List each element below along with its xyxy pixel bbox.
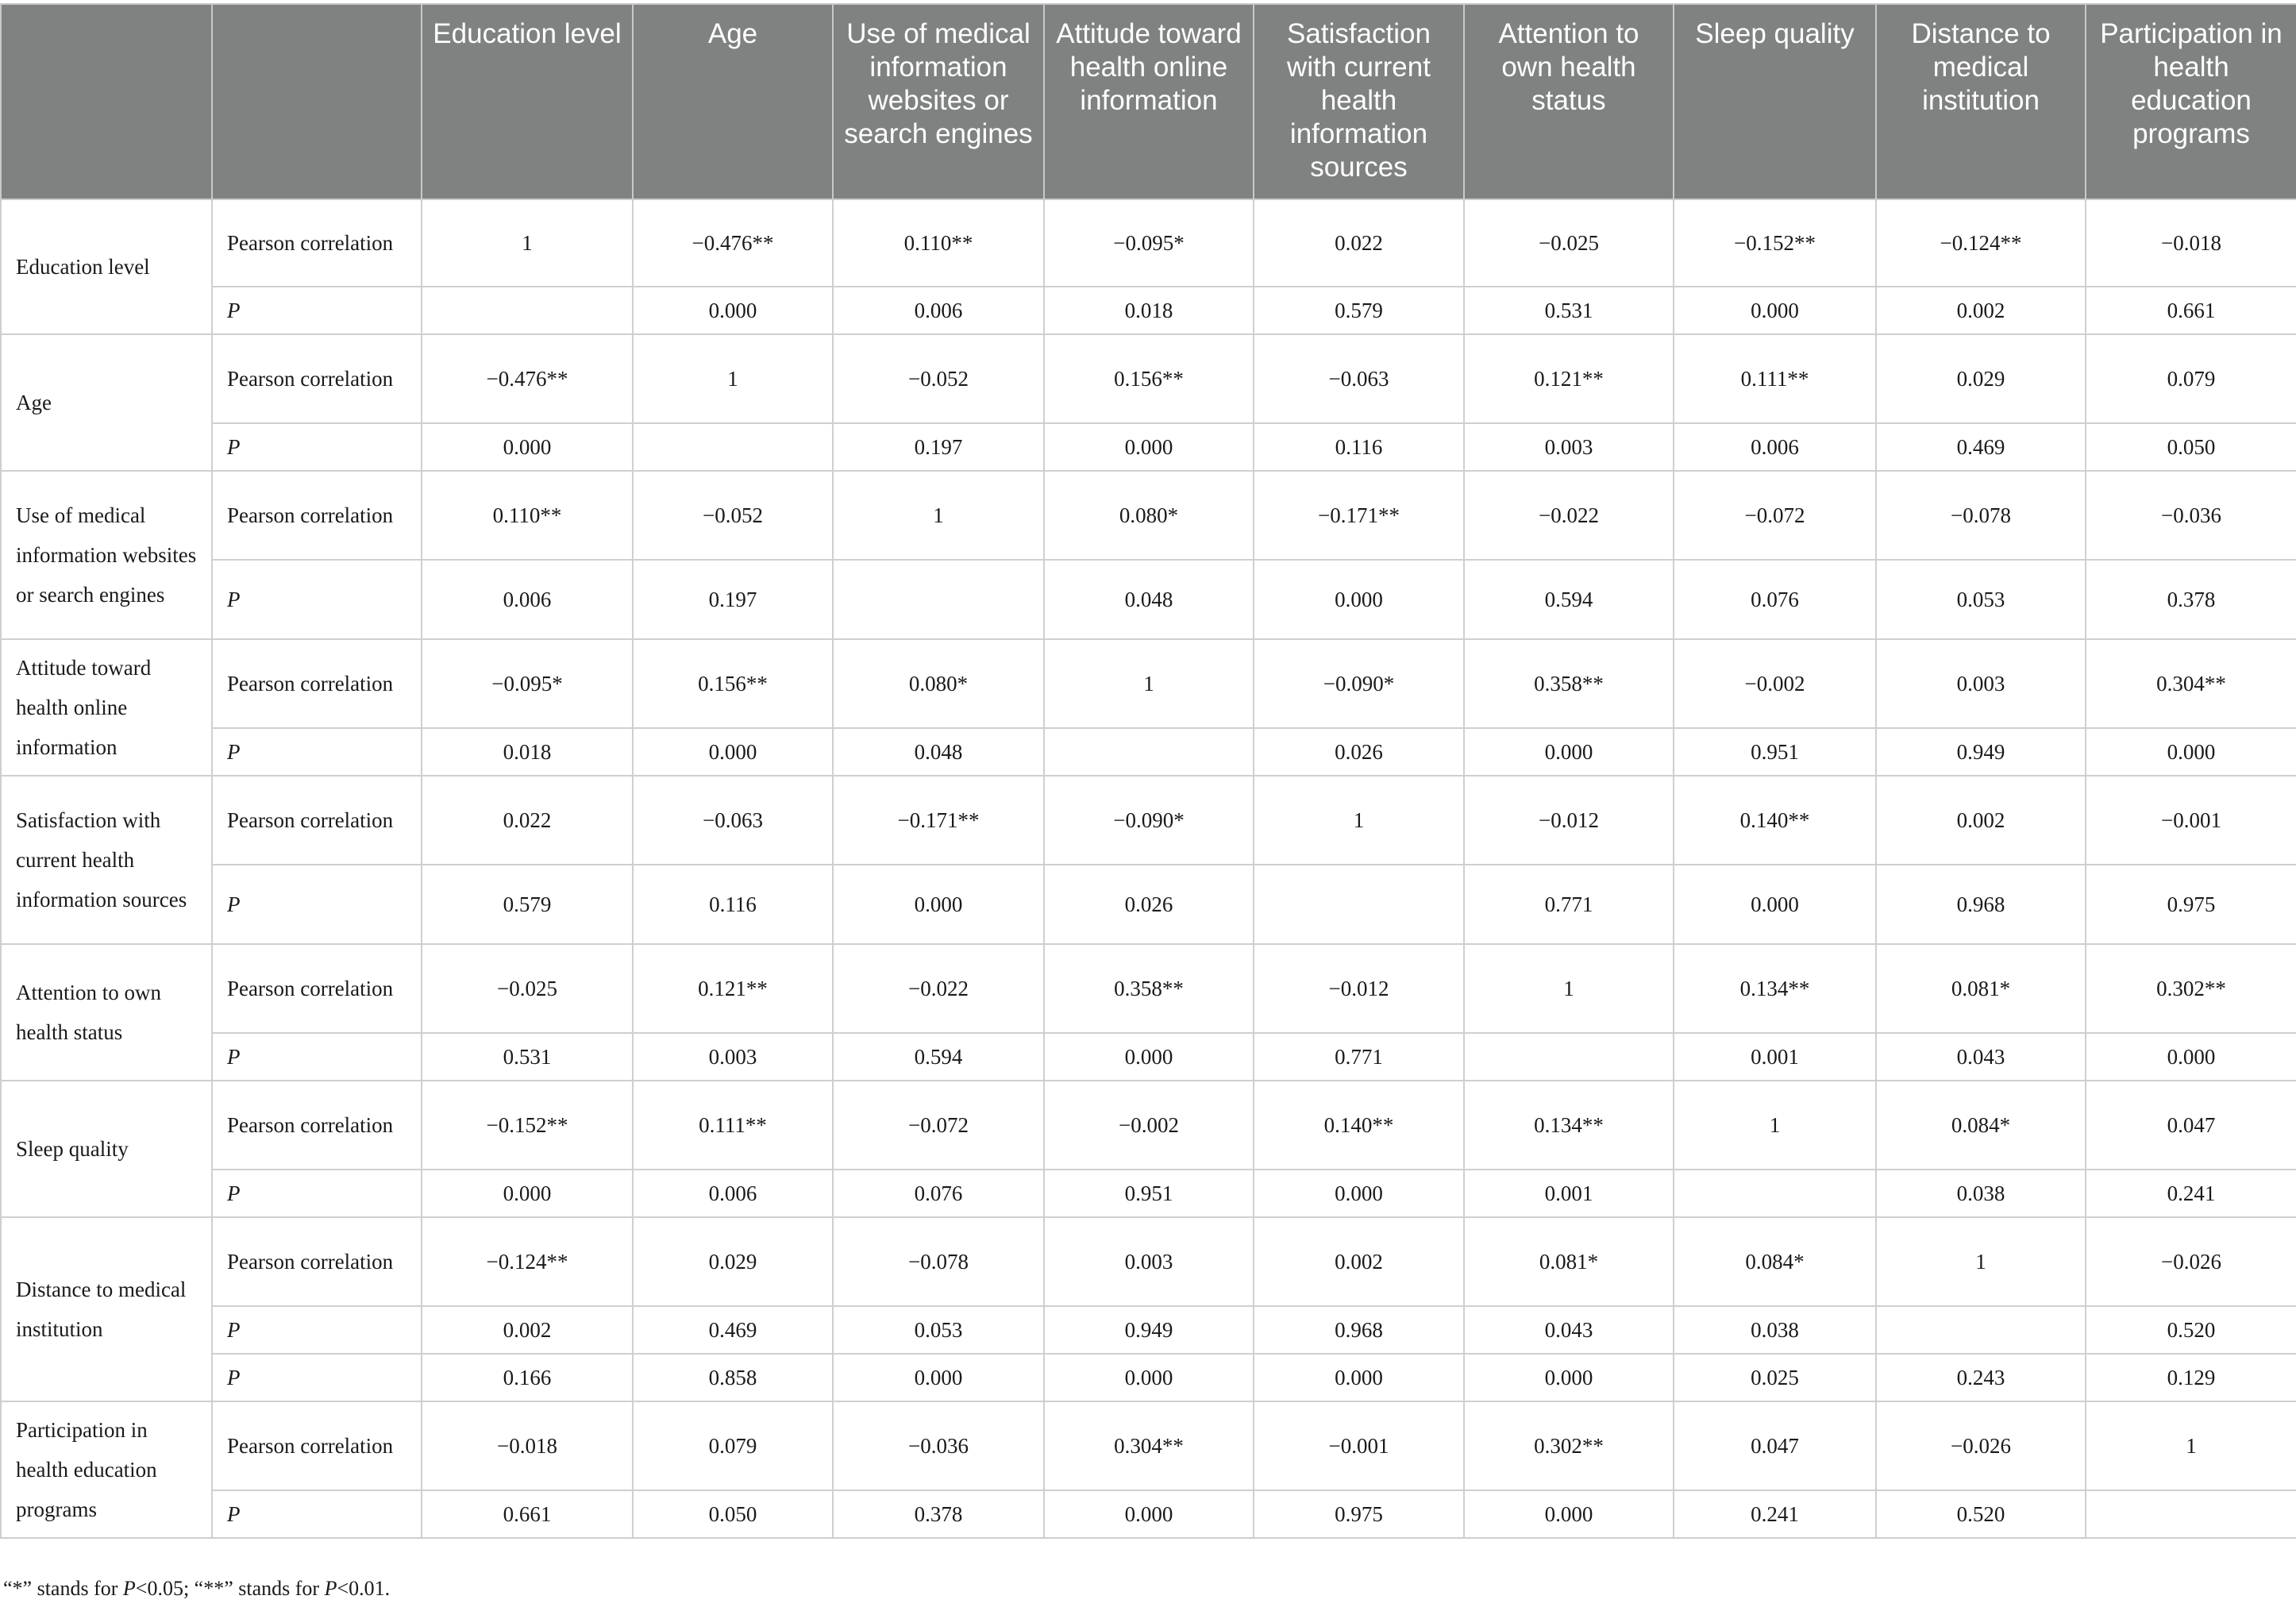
stat-label: P — [212, 1354, 422, 1401]
table-cell: 0.000 — [833, 1354, 1044, 1401]
table-cell: 0.006 — [1674, 423, 1876, 471]
row-label: Participation in health education programs — [1, 1401, 212, 1538]
table-body — [1, 199, 2296, 1538]
table-cell: 0.003 — [1464, 423, 1674, 471]
table-footnote — [3, 1577, 390, 1601]
table-cell: 0.084* — [1876, 1081, 2086, 1170]
table-cell — [2086, 1490, 2296, 1538]
table-cell: 0.520 — [1876, 1490, 2086, 1538]
table-cell: 1 — [1254, 776, 1464, 865]
table-cell — [422, 287, 633, 334]
table-cell: 0.156** — [633, 639, 833, 728]
table-cell: 0.000 — [1254, 560, 1464, 639]
table-cell: 0.661 — [2086, 287, 2296, 334]
stat-label: Pearson correlation — [212, 471, 422, 560]
table-cell: 0.076 — [833, 1170, 1044, 1217]
table-cell: 0.080* — [833, 639, 1044, 728]
column-header: Participation in health education programs — [2086, 4, 2296, 199]
table-row — [1, 423, 2296, 471]
table-cell: −0.002 — [1674, 639, 1876, 728]
table-cell: 0.129 — [2086, 1354, 2296, 1401]
table-row — [1, 865, 2296, 944]
stat-label: Pearson correlation — [212, 776, 422, 865]
table-cell: 1 — [833, 471, 1044, 560]
stat-label: Pearson correlation — [212, 944, 422, 1033]
table-cell: 0.000 — [1044, 1354, 1254, 1401]
table-cell: −0.018 — [2086, 199, 2296, 287]
row-label: Attitude toward health online information — [1, 639, 212, 776]
table-cell: 1 — [1044, 639, 1254, 728]
column-header: Satisfaction with current health information sources — [1254, 4, 1464, 199]
table-cell: 0.000 — [1254, 1170, 1464, 1217]
row-label: Use of medical information websites or search engines — [1, 471, 212, 639]
table-cell: −0.063 — [1254, 334, 1464, 423]
table-cell: 0.111** — [633, 1081, 833, 1170]
table-cell: 0.140** — [1254, 1081, 1464, 1170]
table-cell: −0.026 — [1876, 1401, 2086, 1490]
table-cell: 0.001 — [1674, 1033, 1876, 1081]
table-cell: 0.001 — [1464, 1170, 1674, 1217]
table-cell: 0.000 — [2086, 728, 2296, 776]
stat-label: P — [212, 865, 422, 944]
stat-label: Pearson correlation — [212, 1217, 422, 1306]
table-cell: 0.134** — [1674, 944, 1876, 1033]
table-cell: 0.469 — [633, 1306, 833, 1354]
table-cell: 0.110** — [422, 471, 633, 560]
table-cell: 0.050 — [633, 1490, 833, 1538]
table-cell: 0.110** — [833, 199, 1044, 287]
stat-label: Pearson correlation — [212, 1081, 422, 1170]
table-cell: 0.053 — [1876, 560, 2086, 639]
stat-label: Pearson correlation — [212, 334, 422, 423]
table-cell: −0.025 — [1464, 199, 1674, 287]
table-cell: 0.594 — [1464, 560, 1674, 639]
table-cell: −0.012 — [1464, 776, 1674, 865]
table-cell: 0.166 — [422, 1354, 633, 1401]
table-cell: 0.156** — [1044, 334, 1254, 423]
table-cell: −0.090* — [1044, 776, 1254, 865]
table-cell: 0.968 — [1254, 1306, 1464, 1354]
column-header — [212, 4, 422, 199]
table-cell: −0.036 — [833, 1401, 1044, 1490]
table-cell: 1 — [1464, 944, 1674, 1033]
table-cell: −0.476** — [633, 199, 833, 287]
table-cell: 0.858 — [633, 1354, 833, 1401]
table-cell: 0.140** — [1674, 776, 1876, 865]
table-cell: 0.579 — [1254, 287, 1464, 334]
table-cell: 0.048 — [1044, 560, 1254, 639]
table-cell: 0.050 — [2086, 423, 2296, 471]
table-cell: 0.000 — [833, 865, 1044, 944]
table-cell: −0.152** — [1674, 199, 1876, 287]
stat-label: P — [212, 1170, 422, 1217]
table-cell: 0.043 — [1876, 1033, 2086, 1081]
table-cell: 0.006 — [422, 560, 633, 639]
table-cell: 0.079 — [2086, 334, 2296, 423]
table-cell — [1674, 1170, 1876, 1217]
column-header — [1, 4, 212, 199]
table-cell: 0.594 — [833, 1033, 1044, 1081]
table-cell: 0.000 — [1674, 865, 1876, 944]
table-cell: 0.968 — [1876, 865, 2086, 944]
table-cell: 0.358** — [1044, 944, 1254, 1033]
table-cell: −0.036 — [2086, 471, 2296, 560]
stat-label: Pearson correlation — [212, 1401, 422, 1490]
table-cell: 0.951 — [1044, 1170, 1254, 1217]
table-cell: 0.134** — [1464, 1081, 1674, 1170]
table-cell — [1464, 1033, 1674, 1081]
table-cell: 0.000 — [422, 423, 633, 471]
footnote-text: “*” stands for P<0.05; “**” stands for P<0.01. — [3, 1577, 391, 1600]
table-cell: −0.001 — [1254, 1401, 1464, 1490]
table-cell: 0.038 — [1674, 1306, 1876, 1354]
column-header: Attention to own health status — [1464, 4, 1674, 199]
table-cell: 0.197 — [633, 560, 833, 639]
table-cell: −0.078 — [1876, 471, 2086, 560]
table-cell: 0.000 — [1044, 1033, 1254, 1081]
table-row — [1, 1490, 2296, 1538]
table-cell: 0.000 — [633, 287, 833, 334]
table-cell: 0.000 — [1674, 287, 1876, 334]
table-cell: −0.152** — [422, 1081, 633, 1170]
table-cell: −0.095* — [1044, 199, 1254, 287]
table-cell: 1 — [2086, 1401, 2296, 1490]
table-row — [1, 199, 2296, 287]
table-cell: −0.063 — [633, 776, 833, 865]
table-row — [1, 287, 2296, 334]
table-cell: 0.116 — [633, 865, 833, 944]
table-cell: 0.771 — [1464, 865, 1674, 944]
column-header: Sleep quality — [1674, 4, 1876, 199]
table-cell — [633, 423, 833, 471]
row-label: Satisfaction with current health information sources — [1, 776, 212, 944]
table-cell: 0.304** — [2086, 639, 2296, 728]
table-cell: 0.026 — [1044, 865, 1254, 944]
table-row — [1, 1401, 2296, 1490]
table-cell: 0.003 — [633, 1033, 833, 1081]
table-cell: 1 — [1674, 1081, 1876, 1170]
table-cell: −0.022 — [833, 944, 1044, 1033]
table-cell: 0.018 — [422, 728, 633, 776]
table-cell: 0.002 — [422, 1306, 633, 1354]
table-cell: 0.378 — [833, 1490, 1044, 1538]
table-cell: 0.081* — [1464, 1217, 1674, 1306]
table-cell: −0.022 — [1464, 471, 1674, 560]
row-label: Age — [1, 334, 212, 471]
table-cell: 0.048 — [833, 728, 1044, 776]
table-cell: 0.084* — [1674, 1217, 1876, 1306]
table-cell: 0.000 — [1464, 1354, 1674, 1401]
table-row — [1, 334, 2296, 423]
table-cell: 0.378 — [2086, 560, 2296, 639]
column-header: Attitude toward health online information — [1044, 4, 1254, 199]
table-cell: 0.000 — [1464, 1490, 1674, 1538]
table-cell: 0.358** — [1464, 639, 1674, 728]
stat-label: P — [212, 560, 422, 639]
table-cell: 0.121** — [633, 944, 833, 1033]
table-row — [1, 560, 2296, 639]
stat-label: Pearson correlation — [212, 199, 422, 287]
stat-label: P — [212, 1033, 422, 1081]
table-cell: −0.095* — [422, 639, 633, 728]
table-cell: 0.080* — [1044, 471, 1254, 560]
table-cell: −0.018 — [422, 1401, 633, 1490]
table-cell: 0.000 — [633, 728, 833, 776]
table-cell: −0.124** — [1876, 199, 2086, 287]
row-label: Attention to own health status — [1, 944, 212, 1081]
header-row — [1, 4, 2296, 199]
table-cell: 0.241 — [2086, 1170, 2296, 1217]
table-cell: 0.081* — [1876, 944, 2086, 1033]
table-cell: 0.304** — [1044, 1401, 1254, 1490]
table-cell: 0.000 — [2086, 1033, 2296, 1081]
table-row — [1, 1170, 2296, 1217]
table-cell: 0.520 — [2086, 1306, 2296, 1354]
table-cell: −0.025 — [422, 944, 633, 1033]
table-cell: 0.002 — [1876, 287, 2086, 334]
table-cell: 0.661 — [422, 1490, 633, 1538]
table-cell: 0.579 — [422, 865, 633, 944]
table-cell: −0.026 — [2086, 1217, 2296, 1306]
table-cell — [1044, 728, 1254, 776]
table-cell: 0.771 — [1254, 1033, 1464, 1081]
table-cell: −0.476** — [422, 334, 633, 423]
table-cell: −0.171** — [833, 776, 1044, 865]
table-row — [1, 1306, 2296, 1354]
table-cell: 0.053 — [833, 1306, 1044, 1354]
table-cell: 0.029 — [1876, 334, 2086, 423]
table-cell: 0.076 — [1674, 560, 1876, 639]
table-cell: 0.006 — [633, 1170, 833, 1217]
table-cell: −0.078 — [833, 1217, 1044, 1306]
table-cell: 0.975 — [1254, 1490, 1464, 1538]
table-cell: 0.951 — [1674, 728, 1876, 776]
table-cell: 0.243 — [1876, 1354, 2086, 1401]
table-row — [1, 471, 2296, 560]
table-cell: 0.531 — [422, 1033, 633, 1081]
table-cell — [1876, 1306, 2086, 1354]
table-cell: 0.302** — [2086, 944, 2296, 1033]
table-cell: −0.072 — [1674, 471, 1876, 560]
table-cell: 0.000 — [1464, 728, 1674, 776]
table-cell: 0.002 — [1254, 1217, 1464, 1306]
table-cell: −0.090* — [1254, 639, 1464, 728]
table-cell: −0.124** — [422, 1217, 633, 1306]
table-cell: 1 — [1876, 1217, 2086, 1306]
table-cell: 0.197 — [833, 423, 1044, 471]
table-cell: 0.079 — [633, 1401, 833, 1490]
row-label: Distance to medical institution — [1, 1217, 212, 1401]
table-row — [1, 1033, 2296, 1081]
table-cell: −0.052 — [633, 471, 833, 560]
table-cell: 0.003 — [1044, 1217, 1254, 1306]
table-cell — [833, 560, 1044, 639]
table-cell: 0.022 — [422, 776, 633, 865]
table-cell: 0.002 — [1876, 776, 2086, 865]
row-label: Sleep quality — [1, 1081, 212, 1217]
table-row — [1, 1217, 2296, 1306]
table-cell: 0.241 — [1674, 1490, 1876, 1538]
table-cell: 0.047 — [1674, 1401, 1876, 1490]
table-cell: 0.111** — [1674, 334, 1876, 423]
table-cell: 0.025 — [1674, 1354, 1876, 1401]
table-cell: 0.302** — [1464, 1401, 1674, 1490]
table-cell: 0.022 — [1254, 199, 1464, 287]
table-cell: −0.052 — [833, 334, 1044, 423]
table-cell: −0.072 — [833, 1081, 1044, 1170]
column-header: Distance to medical institution — [1876, 4, 2086, 199]
table-cell: 1 — [633, 334, 833, 423]
table-row — [1, 1081, 2296, 1170]
table-cell: 0.006 — [833, 287, 1044, 334]
column-header: Use of medical information websites or search engines — [833, 4, 1044, 199]
table-cell: 0.975 — [2086, 865, 2296, 944]
table-cell: −0.002 — [1044, 1081, 1254, 1170]
table-cell: 0.469 — [1876, 423, 2086, 471]
table-cell: 0.018 — [1044, 287, 1254, 334]
table-cell: 0.116 — [1254, 423, 1464, 471]
table-row — [1, 776, 2296, 865]
table-cell: 0.949 — [1044, 1306, 1254, 1354]
stat-label: P — [212, 728, 422, 776]
stat-label: P — [212, 1490, 422, 1538]
stat-label: P — [212, 287, 422, 334]
table-cell: 0.000 — [1254, 1354, 1464, 1401]
column-header: Education level — [422, 4, 633, 199]
table-cell: 0.000 — [1044, 1490, 1254, 1538]
table-row — [1, 1354, 2296, 1401]
table-cell: 0.121** — [1464, 334, 1674, 423]
table-row — [1, 728, 2296, 776]
table-cell: 0.531 — [1464, 287, 1674, 334]
table-cell: 0.003 — [1876, 639, 2086, 728]
correlation-table — [0, 3, 2296, 1539]
table-cell: −0.012 — [1254, 944, 1464, 1033]
column-header: Age — [633, 4, 833, 199]
table-cell — [1254, 865, 1464, 944]
table-cell: 0.026 — [1254, 728, 1464, 776]
table-cell: 0.043 — [1464, 1306, 1674, 1354]
table-cell: −0.001 — [2086, 776, 2296, 865]
stat-label: P — [212, 423, 422, 471]
table-cell: 1 — [422, 199, 633, 287]
table-cell: −0.171** — [1254, 471, 1464, 560]
table-cell: 0.000 — [422, 1170, 633, 1217]
stat-label: P — [212, 1306, 422, 1354]
table-cell: 0.949 — [1876, 728, 2086, 776]
stat-label: Pearson correlation — [212, 639, 422, 728]
table-cell: 0.038 — [1876, 1170, 2086, 1217]
table-cell: 0.047 — [2086, 1081, 2296, 1170]
table-row — [1, 639, 2296, 728]
table-row — [1, 944, 2296, 1033]
row-label: Education level — [1, 199, 212, 334]
table-cell: 0.000 — [1044, 423, 1254, 471]
table-cell: 0.029 — [633, 1217, 833, 1306]
